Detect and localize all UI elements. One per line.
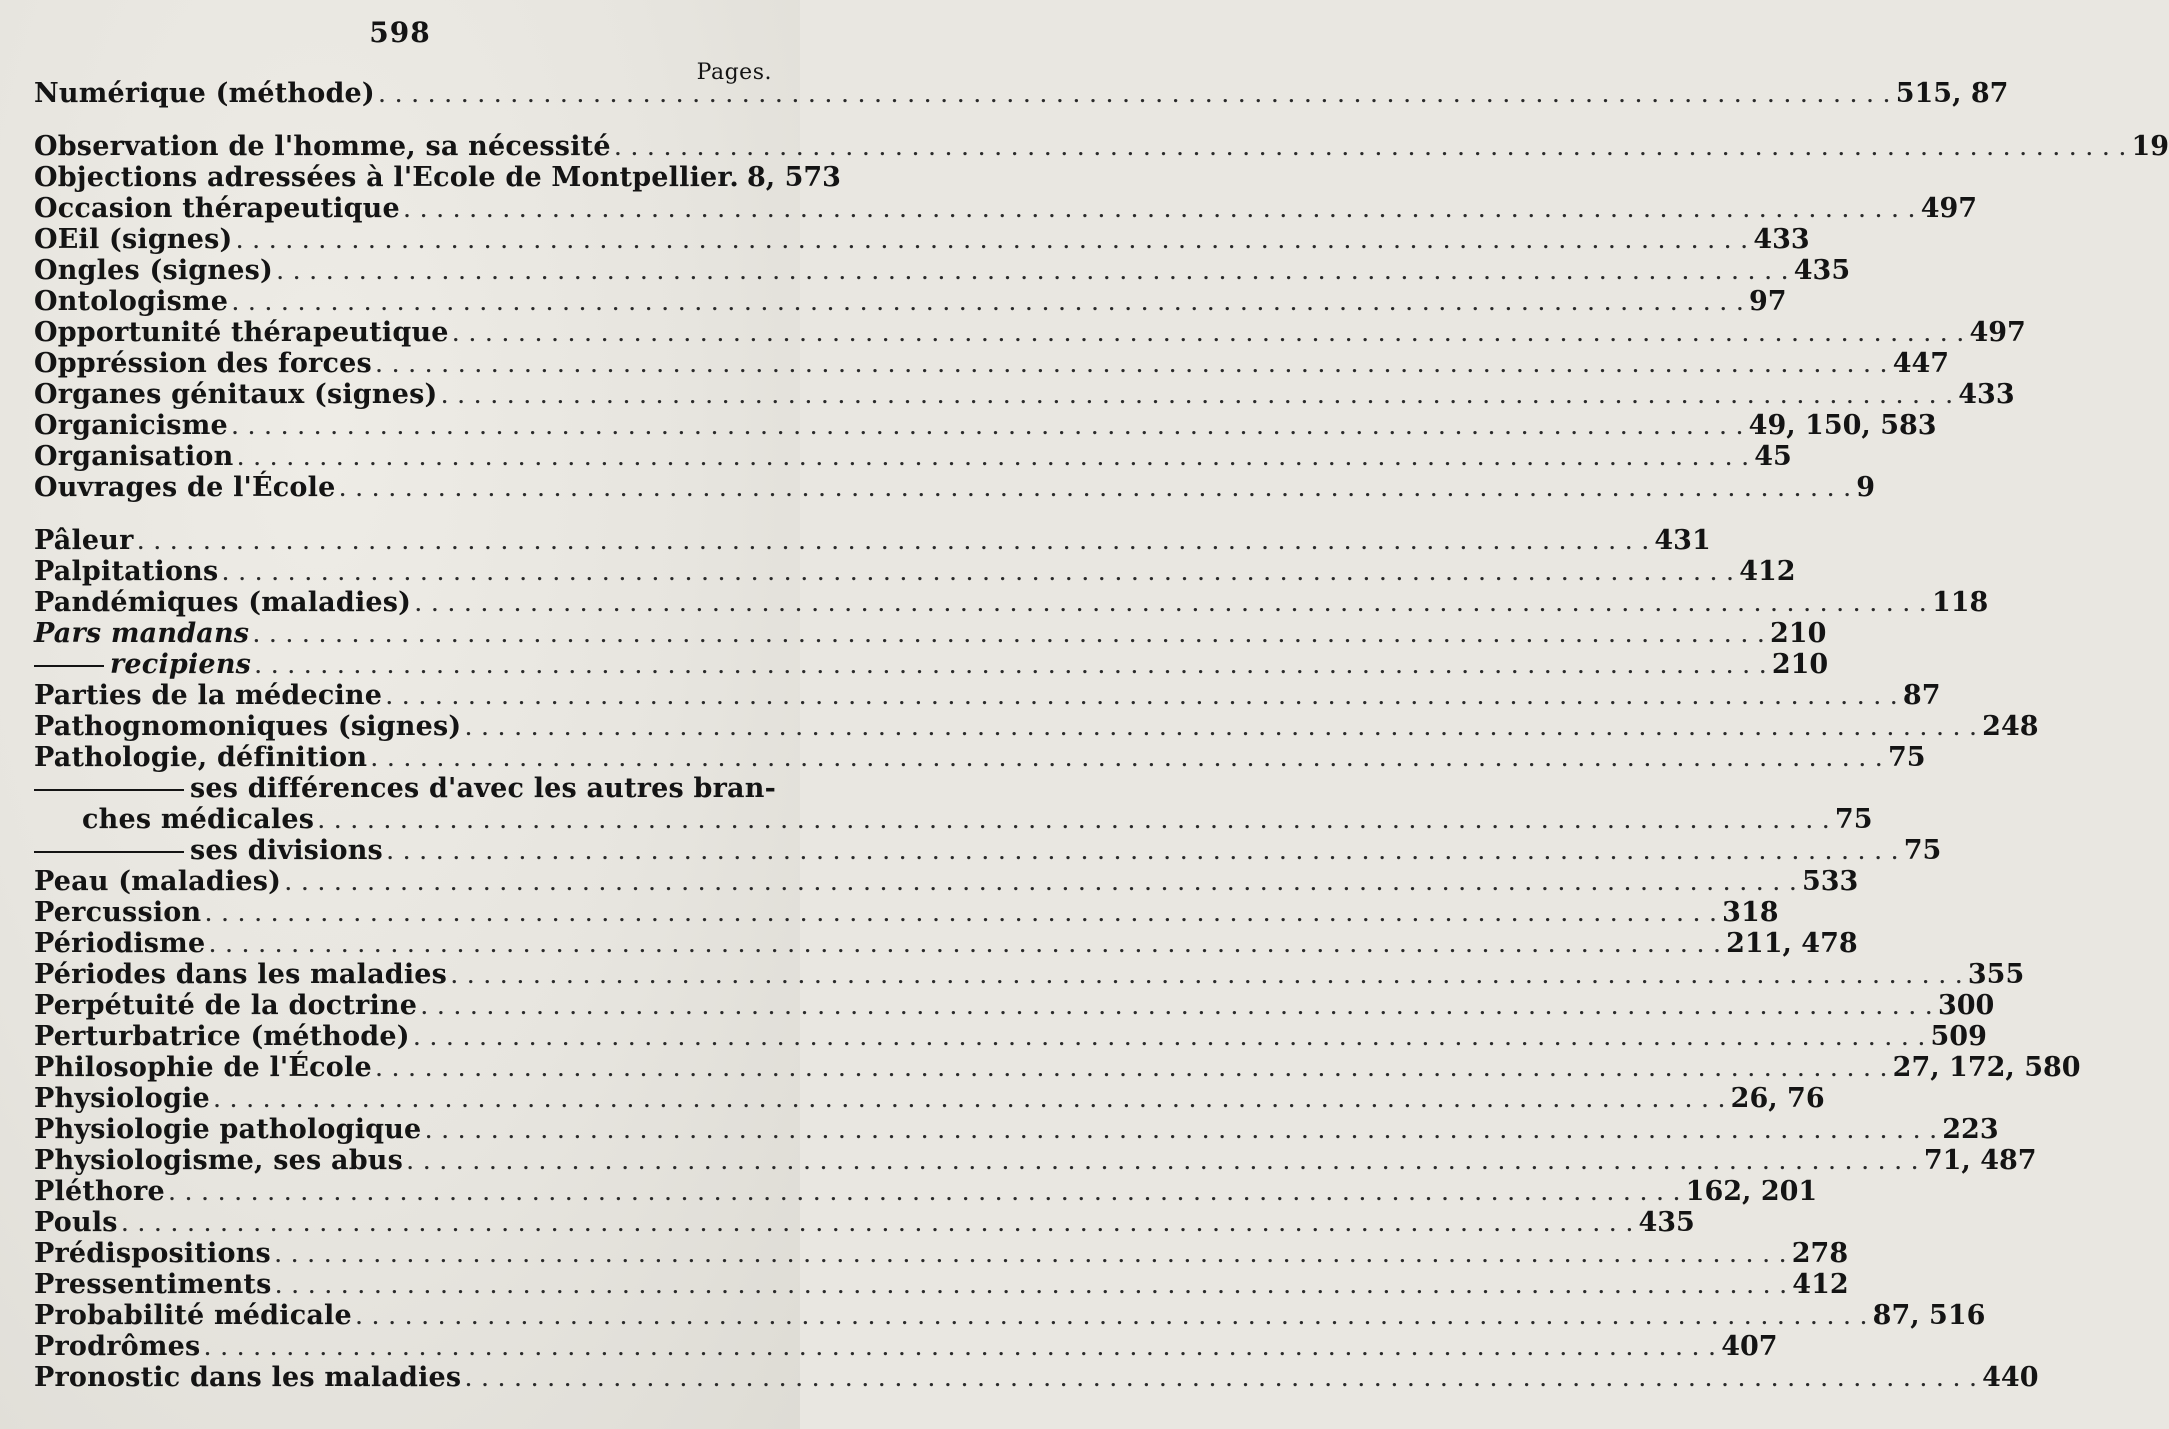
index-term-text: Perturbatrice (méthode) <box>34 1021 410 1052</box>
dot-leader <box>453 320 1966 351</box>
page-reference: 447 <box>1892 348 1950 379</box>
index-term-text: Ongles (signes) <box>34 255 273 286</box>
index-entry <box>34 928 1858 959</box>
index-term <box>34 680 382 711</box>
index-entry <box>34 78 2009 109</box>
index-entry <box>34 618 1827 649</box>
index-term-text: Occasion thérapeutique <box>34 193 400 224</box>
index-term <box>34 928 205 959</box>
index-term <box>34 525 134 556</box>
page-reference: 210 <box>1770 618 1827 649</box>
dot-leader <box>356 1303 1869 1334</box>
index-entry <box>34 317 2026 348</box>
index-term-text: Pressentiments <box>34 1269 272 1300</box>
page-reference: 8, 573 <box>746 162 841 193</box>
index-term-text: Oppréssion des forces <box>34 348 372 379</box>
dot-leader <box>318 807 1831 838</box>
dot-leader <box>276 1272 1789 1303</box>
dot-leader <box>465 1365 1978 1396</box>
index-entry <box>34 1331 1778 1362</box>
index-term-text: ses différences d'avec les autres bran- <box>190 773 776 804</box>
index-entry <box>34 711 2039 742</box>
index-entry <box>34 131 2169 162</box>
index-term <box>34 1331 200 1362</box>
index-entry <box>34 680 1941 711</box>
index-term-text: Organisation <box>34 441 234 472</box>
dot-leader <box>387 838 1900 869</box>
dot-leader <box>122 1210 1635 1241</box>
ditto-rule <box>34 851 184 853</box>
index-entry <box>34 1269 1849 1300</box>
index-entry <box>34 410 1937 441</box>
page-reference: 49, 150, 583 <box>1748 410 1937 441</box>
index-term <box>34 379 437 410</box>
page-reference: 97 <box>1748 286 1787 317</box>
page-reference: 497 <box>1969 317 2026 348</box>
dot-leader <box>214 1086 1727 1117</box>
index-entry <box>34 224 1810 255</box>
page-reference: 497 <box>1920 193 1978 224</box>
index-term <box>34 990 417 1021</box>
index-term-text: Objections adressées à l'Ecole de Montpellier. <box>34 162 739 193</box>
index-term <box>34 649 251 680</box>
index-term-text: Pouls <box>34 1207 118 1238</box>
dot-leader <box>415 590 1928 621</box>
index-entry <box>34 286 1787 317</box>
page-reference: 71, 487 <box>1923 1145 2037 1176</box>
dot-leader <box>451 962 1964 993</box>
dot-leader <box>253 621 1766 652</box>
page-number: 598 <box>369 16 431 49</box>
page-reference: 412 <box>1739 556 1796 587</box>
index-entry <box>34 472 1876 503</box>
index-term <box>82 804 314 835</box>
index-term <box>34 556 218 587</box>
page-reference: 533 <box>1801 866 1859 897</box>
page-reference: 210 <box>1771 649 1829 680</box>
index-term-text: Peau (maladies) <box>34 866 282 897</box>
index-entry <box>34 1176 1818 1207</box>
index-entry <box>34 162 841 193</box>
page-reference: 248 <box>1982 711 2039 742</box>
index-entry <box>34 990 1995 1021</box>
index-term-text: Organes génitaux (signes) <box>34 379 438 410</box>
dot-leader <box>232 289 1745 320</box>
index-term-text: Ontologisme <box>34 286 229 317</box>
dot-leader <box>376 351 1889 382</box>
index-term-text: Pâleur <box>34 525 134 556</box>
index-term-text: Pléthore <box>34 1176 165 1207</box>
index-entry <box>34 649 1829 680</box>
page-reference: 27, 172, 580 <box>1892 1052 2081 1083</box>
index-entry <box>34 1114 1999 1145</box>
index-term <box>34 78 375 109</box>
index-term-text: Pars mandans <box>34 618 250 649</box>
index-term <box>34 618 249 649</box>
dot-leader <box>255 652 1768 683</box>
index-entry <box>34 1145 2037 1176</box>
index-term <box>34 866 281 897</box>
index-term <box>34 1021 410 1052</box>
page-reference: 211, 478 <box>1726 928 1858 959</box>
index-term-text: Physiologie <box>34 1083 210 1114</box>
page-reference: 515, 87 <box>1895 78 2009 109</box>
index-term <box>34 224 233 255</box>
index-entries <box>34 78 2169 1393</box>
section-gap <box>34 503 774 525</box>
page-reference: 300 <box>1937 990 1995 1021</box>
index-entry <box>34 525 1711 556</box>
index-term <box>34 255 273 286</box>
index-entry <box>34 1083 1825 1114</box>
index-entry <box>34 587 1989 618</box>
index-entry <box>34 866 1859 897</box>
index-entry <box>34 193 1978 224</box>
index-entry <box>34 742 1926 773</box>
index-term-text: Probabilité médicale <box>34 1300 352 1331</box>
dot-leader <box>407 1148 1920 1179</box>
index-term <box>34 286 228 317</box>
page-reference: 75 <box>1887 742 1926 773</box>
index-term-text: Périodes dans les maladies <box>34 959 448 990</box>
index-term-text: Physiologie pathologique <box>34 1114 422 1145</box>
page-reference: 433 <box>1958 379 2015 410</box>
index-term <box>34 1114 421 1145</box>
index-term-text: Percussion <box>34 897 202 928</box>
dot-leader <box>376 1055 1889 1086</box>
index-term <box>34 773 776 804</box>
page-reference: 355 <box>1967 959 2025 990</box>
index-term-text: Ouvrages de l'École <box>34 472 336 503</box>
index-term-text: recipiens <box>110 649 252 680</box>
index-term <box>34 1052 372 1083</box>
dot-leader <box>232 413 1745 444</box>
dot-leader <box>379 81 1892 112</box>
dot-leader <box>222 559 1735 590</box>
dot-leader <box>209 931 1722 962</box>
page-reference: 75 <box>1834 804 1873 835</box>
dot-leader <box>425 1117 1938 1148</box>
dot-leader <box>277 258 1790 289</box>
page-reference: 433 <box>1753 224 1810 255</box>
index-term-text: Numérique (méthode) <box>34 78 375 109</box>
index-term-text: Philosophie de l'École <box>34 1052 372 1083</box>
dot-leader <box>371 745 1884 776</box>
page-reference: 19 <box>2131 131 2169 162</box>
index-entry <box>34 379 2015 410</box>
index-term-text: Pathognomoniques (signes) <box>34 711 462 742</box>
index-term-text: Opportunité thérapeutique <box>34 317 449 348</box>
index-term-text: Pronostic dans les maladies <box>34 1362 462 1393</box>
page-reference: 412 <box>1792 1269 1849 1300</box>
index-entry <box>34 897 1779 928</box>
dot-leader <box>441 382 1954 413</box>
index-term <box>34 317 449 348</box>
index-term <box>34 897 201 928</box>
page-reference: 431 <box>1654 525 1711 556</box>
index-entry <box>34 1207 1695 1238</box>
dot-leader <box>386 683 1899 714</box>
page-reference: 9 <box>1856 472 1876 503</box>
index-entry <box>34 959 2025 990</box>
index-entry <box>34 1362 2039 1393</box>
index-term-text: Observation de l'homme, sa nécessité <box>34 131 611 162</box>
index-term <box>34 711 461 742</box>
index-term <box>34 1176 165 1207</box>
index-term <box>34 1300 352 1331</box>
page-reference: 435 <box>1638 1207 1695 1238</box>
index-entry <box>34 1300 1986 1331</box>
page-reference: 318 <box>1722 897 1779 928</box>
index-term-text: Organicisme <box>34 410 228 441</box>
page-reference: 407 <box>1721 1331 1778 1362</box>
dot-leader <box>237 227 1750 258</box>
index-entry <box>34 1052 2081 1083</box>
index-entry <box>34 835 1942 866</box>
index-term <box>34 348 372 379</box>
index-term <box>34 1362 461 1393</box>
dot-leader <box>169 1179 1682 1210</box>
page-reference: 435 <box>1793 255 1851 286</box>
dot-leader <box>237 444 1750 475</box>
index-term-text: Perpétuité de la doctrine <box>34 990 418 1021</box>
dot-leader <box>615 134 2128 165</box>
dot-leader <box>404 196 1917 227</box>
dot-leader <box>275 1241 1788 1272</box>
index-entry <box>34 773 774 804</box>
page-reference: 223 <box>1942 1114 1999 1145</box>
dot-leader <box>204 1334 1717 1365</box>
index-term <box>34 587 411 618</box>
index-term <box>34 1083 210 1114</box>
dot-leader <box>285 869 1798 900</box>
page-reference: 87 <box>1902 680 1941 711</box>
page-reference: 87, 516 <box>1872 1300 1986 1331</box>
index-term <box>34 441 233 472</box>
index-term-text: Pathologie, définition <box>34 742 368 773</box>
index-term-text: Périodisme <box>34 928 206 959</box>
pages-column-header: Pages. <box>696 60 772 85</box>
index-entry <box>34 1238 1849 1269</box>
page-reference: 118 <box>1931 587 1989 618</box>
index-term <box>34 1207 118 1238</box>
page-reference: 278 <box>1791 1238 1849 1269</box>
index-term <box>34 1145 403 1176</box>
section-gap <box>34 109 774 131</box>
index-term <box>34 410 228 441</box>
index-term-text: ches médicales <box>82 804 315 835</box>
index-entry <box>34 1021 1987 1052</box>
dot-leader <box>414 1024 1927 1055</box>
ditto-rule <box>34 789 184 791</box>
page-reference: 45 <box>1754 441 1792 472</box>
index-entry <box>34 255 1851 286</box>
page-reference: 75 <box>1903 835 1942 866</box>
page-reference: 440 <box>1982 1362 2039 1393</box>
page-reference: 509 <box>1930 1021 1987 1052</box>
page-reference: 162, 201 <box>1685 1176 1818 1207</box>
index-term <box>34 193 400 224</box>
index-term-text: ses divisions <box>190 835 383 866</box>
dot-leader <box>138 528 1651 559</box>
index-term <box>34 1269 272 1300</box>
index-term <box>34 835 383 866</box>
index-entry <box>34 804 1873 835</box>
index-term <box>34 959 447 990</box>
index-entry <box>34 556 1796 587</box>
index-term-text: Parties de la médecine <box>34 680 383 711</box>
index-term <box>34 472 335 503</box>
dot-leader <box>339 475 1852 506</box>
ditto-rule <box>34 665 104 667</box>
page-reference: 26, 76 <box>1730 1083 1825 1114</box>
dot-leader <box>421 993 1934 1024</box>
index-term <box>34 1238 271 1269</box>
index-term-text: Pandémiques (maladies) <box>34 587 412 618</box>
index-term-text: OEil (signes) <box>34 224 233 255</box>
index-term-text: Prédispositions <box>34 1238 271 1269</box>
index-term <box>34 131 611 162</box>
index-term-text: Physiologisme, ses abus <box>34 1145 404 1176</box>
index-term-text: Palpitations <box>34 556 219 587</box>
index-term <box>34 742 367 773</box>
dot-leader <box>205 900 1718 931</box>
index-entry <box>34 348 1950 379</box>
index-term-text: Prodrômes <box>34 1331 201 1362</box>
index-term <box>34 162 739 193</box>
index-entry <box>34 441 1792 472</box>
dot-leader <box>465 714 1978 745</box>
